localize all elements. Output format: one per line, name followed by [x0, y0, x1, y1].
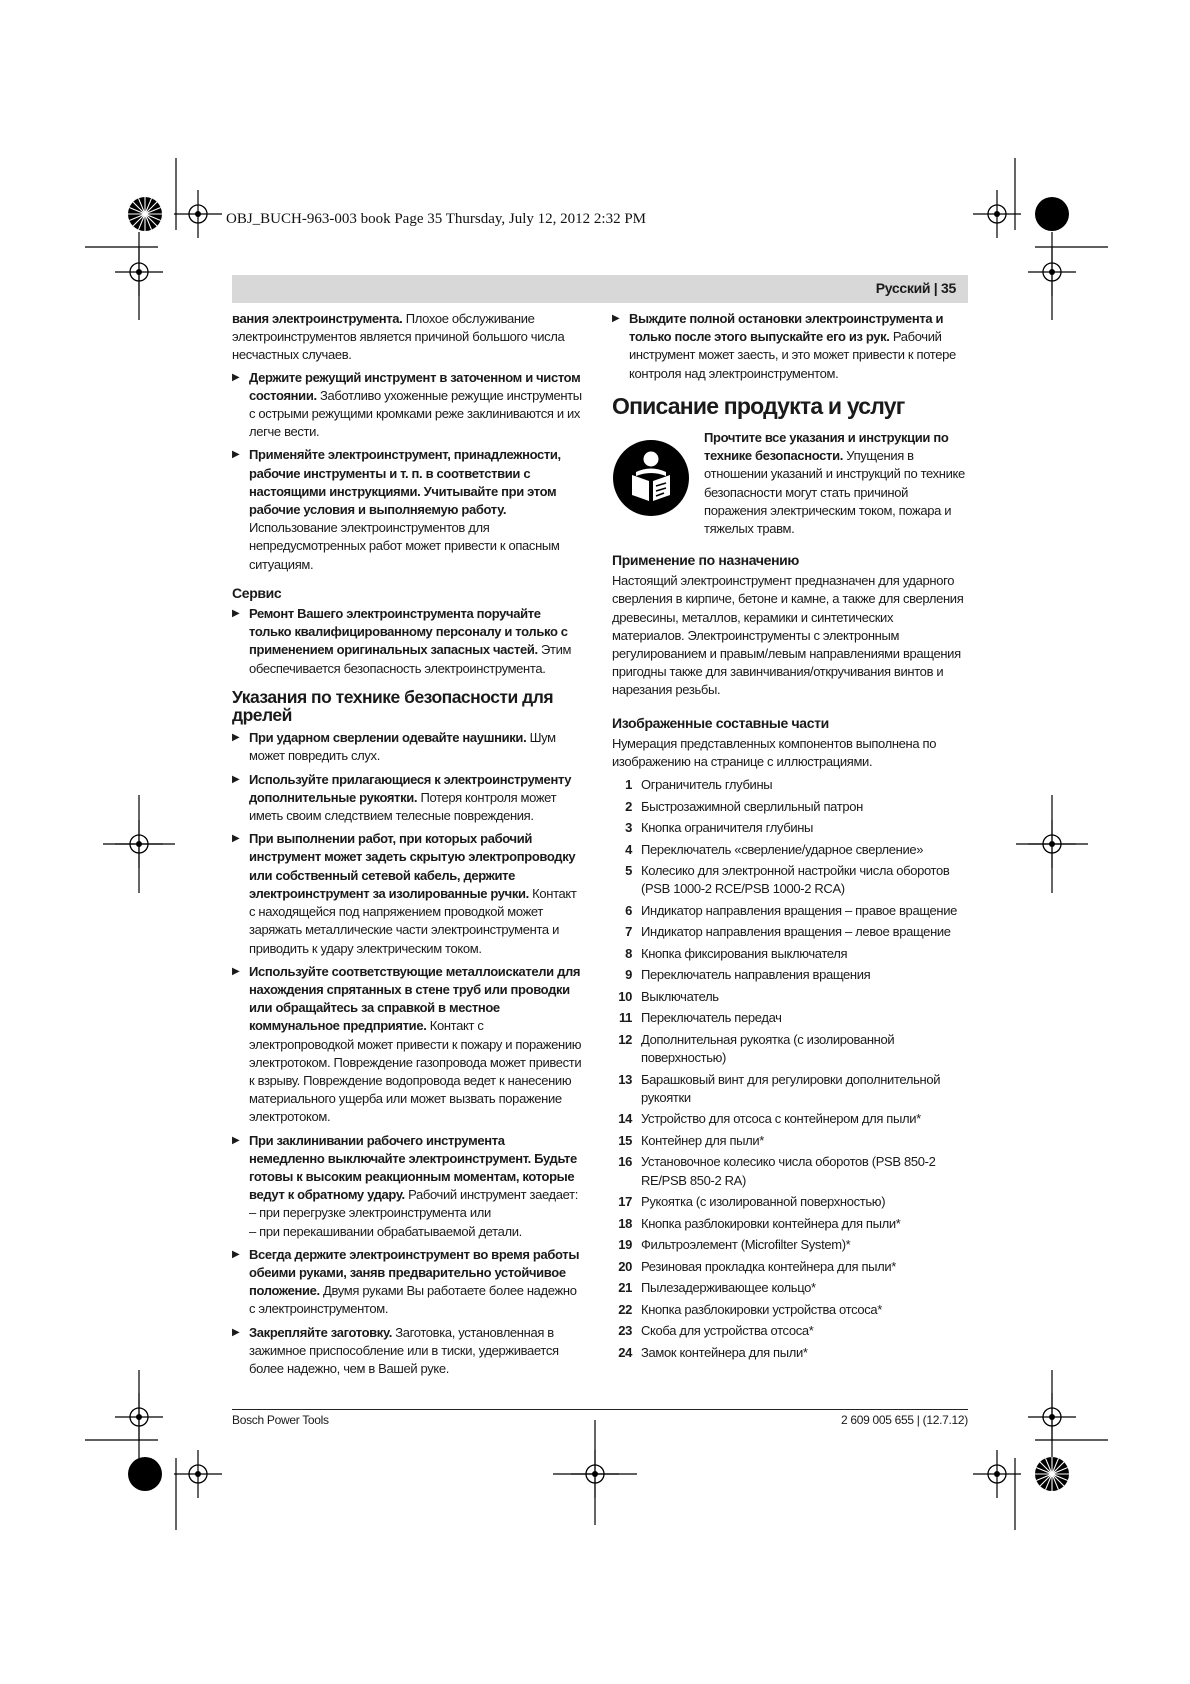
list-item: 19 Фильтроэлемент (Microfilter System)* — [618, 1237, 851, 1253]
list-item: 14 Устройство для отсоса с контейнером для пыли* — [618, 1111, 921, 1127]
list-item: 3 Кнопка ограничителя глубины — [625, 820, 814, 836]
header-language: Русский — [875, 280, 931, 296]
list-item: 2 Быстрозажимной сверлильный патрон — [625, 798, 863, 814]
list-item: 17 Рукоятка (с изолированной поверхностью) — [618, 1194, 886, 1210]
list-item: 12 Дополнительная рукоятка (с изолированной поверхностью) — [618, 1031, 895, 1066]
bullet-item: ▶ Выждите полной остановки электроинструмента и только после этого выпускайте его из рук. Рабочий инструмент может заесть, и это может привести к потере контроля над электроинструментом. — [612, 310, 968, 383]
list-item: 15 Контейнер для пыли* — [618, 1132, 764, 1148]
components-heading: Изображенные составные части — [612, 714, 829, 731]
components-intro: Нумерация представленных компонентов выполнена по изображению на странице с иллюстрациями. — [612, 735, 937, 770]
components-list — [612, 776, 968, 1362]
bullet-item: ▶ При заклинивании рабочего инструмента немедленно выключайте электроинструмент. Будьте готовы к высоким реакционным моментам, которые ведут к обратному удару. Рабочий инструмент заедает: – при перегрузке электроинструмента или – при перекашивании обрабатываемой детали. — [232, 1132, 582, 1241]
list-item: 5 Колесико для электронной настройки числа оборотов (PSB 1000-2 RCE/PSB 1000-2 RCA) — [625, 863, 950, 897]
list-item: 4 Переключатель «сверление/ударное сверление» — [625, 841, 924, 857]
read-manual-icon — [612, 439, 690, 517]
intended-use-text: Настоящий электроинструмент предназначен для ударного сверления в кирпиче, бетоне и камне, а также для сверления древесины, металлов, керамики и синтетических материалов. Электроинструменты с электронным регулированием и правым/левым направлениями вращения пригодны также для завинчивания/откручивания винтов и нарезания резьбы. — [612, 573, 964, 698]
list-item: 24 Замок контейнера для пыли* — [618, 1344, 808, 1360]
list-item: 20 Резиновая прокладка контейнера для пыли* — [618, 1258, 897, 1274]
list-item: 8 Кнопка фиксирования выключателя — [625, 945, 848, 961]
list-item: 10 Выключатель — [618, 988, 719, 1004]
read-instructions-warning — [612, 429, 968, 541]
drill-safety-heading: Указания по технике безопасности для дрелей — [232, 686, 554, 726]
bullet-item: ▶ Всегда держите электроинструмент во время работы обеими руками, заняв предварительно устойчивое положение. Двумя руками Вы работаете более надежно с электроинструментом. — [232, 1246, 582, 1319]
page-header: Русский | 35 — [875, 280, 956, 296]
section-title: Описание продукта и услуг — [612, 392, 905, 419]
list-item: 22 Кнопка разблокировки устройства отсоса* — [618, 1301, 883, 1317]
bullet-item: ▶ Держите режущий инструмент в заточенном и чистом состоянии. Заботливо ухоженные режущие инструменты с острыми режущими кромками реже заклиниваются и их легче вести. — [232, 369, 582, 442]
list-item: 16 Установочное колесико числа оборотов (PSB 850-2 RE/PSB 850-2 RA) — [618, 1154, 936, 1188]
list-item: 9 Переключатель направления вращения — [625, 967, 871, 983]
footer-brand: Bosch Power Tools — [232, 1413, 329, 1427]
service-heading: Сервис — [232, 584, 282, 601]
right-column — [612, 310, 968, 1365]
list-item: 18 Кнопка разблокировки контейнера для пыли* — [618, 1215, 901, 1231]
page-header-bar — [232, 275, 968, 303]
list-item: 13 Барашковый винт для регулировки дополнительной рукоятки — [618, 1071, 941, 1105]
list-item: 1 Ограничитель глубины — [625, 777, 773, 793]
list-item: 21 Пылезадерживающее кольцо* — [618, 1280, 816, 1296]
intended-use-heading: Применение по назначению — [612, 552, 800, 569]
bullet-item: ▶ Используйте прилагающиеся к электроинструменту дополнительные рукоятки. Потеря контроля может иметь своим следствием телесные повреждения. — [232, 771, 582, 826]
page-number: 35 — [941, 280, 956, 296]
bullet-item: ▶ Используйте соответствующие металлоискатели для нахождения спрятанных в стене труб или проводки или обращайтесь за справкой в местное коммунальное предприятие. Контакт с электропроводкой может привести к пожару и поражению электротоком. Повреждение газопровода может привести к взрыву. Повреждение водопровода ведет к нанесению материального ущерба или может вызвать поражение электротоком. — [232, 963, 582, 1127]
footer-rule — [232, 1409, 968, 1410]
list-item: 6 Индикатор направления вращения – правое вращение — [625, 902, 958, 918]
list-item: 23 Скоба для устройства отсоса* — [618, 1323, 814, 1339]
warning-text: Прочтите все указания и инструкции по технике безопасности. Упущения в отношении указаний и инструкций по технике безопасности могут стать причиной поражения электрическим током, пожара и тяжелых травм. — [704, 430, 965, 537]
bullet-item: ▶ Применяйте электроинструмент, принадлежности, рабочие инструменты и т. п. в соответствии с настоящими инструкциями. Учитывайте при этом рабочие условия и выполняемую работу. Использование электроинструментов для непредусмотренных работ может привести к опасным ситуациям. — [232, 446, 582, 573]
print-info: OBJ_BUCH-963-003 book Page 35 Thursday, July 12, 2012 2:32 PM — [226, 211, 647, 227]
bullet-item: ▶ При ударном сверлении одевайте наушники. Шум может повредить слух. — [232, 729, 582, 765]
list-item: 11 Переключатель передач — [618, 1010, 782, 1026]
continued-paragraph: вания электроинструмента. Плохое обслуживание электроинструментов является причиной большого числа несчастных случаев. — [232, 311, 565, 363]
bullet-item: ▶ Ремонт Вашего электроинструмента поручайте только квалифицированному персоналу и только с применением оригинальных запасных частей. Этим обеспечивается безопасность электроинструмента. — [232, 605, 582, 678]
bullet-item: ▶ Закрепляйте заготовку. Заготовка, установленная в зажимное приспособление или в тиски, удерживается более надежно, чем в Вашей руке. — [232, 1324, 582, 1379]
bullet-item: ▶ При выполнении работ, при которых рабочий инструмент может задеть скрытую электропроводку или собственный сетевой кабель, держите электроинструмент за изолированные ручки. Контакт с находящейся под напряжением проводкой может заряжать металлические части электроинструмента и приводить к удару электрическим током. — [232, 830, 582, 957]
left-column — [232, 310, 582, 1383]
footer-doc-number: 2 609 005 655 | (12.7.12) — [840, 1413, 968, 1427]
list-item: 7 Индикатор направления вращения – левое вращение — [625, 924, 951, 940]
